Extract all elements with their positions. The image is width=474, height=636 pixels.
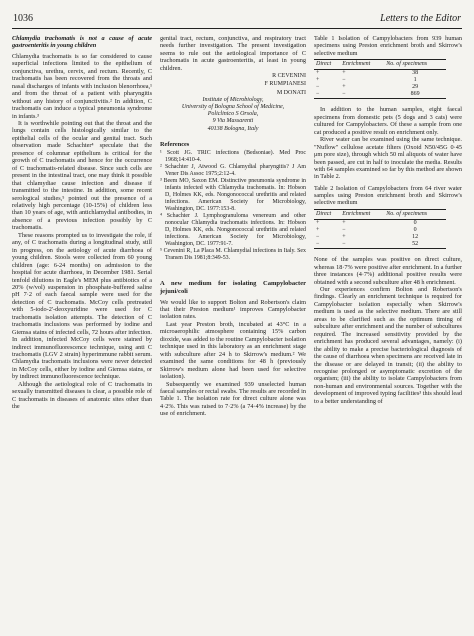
reference-item: ¹ Scott JG. TRIC infections (Bedsoniae). Med Proc 1968;14:410-4. bbox=[160, 150, 306, 164]
table-header: Enrichment bbox=[340, 59, 384, 69]
author-signature: R CEVENINI bbox=[272, 73, 306, 80]
table-1 bbox=[314, 59, 446, 99]
affiliation-line: University of Bologna School of Medicine, bbox=[181, 104, 285, 111]
reference-item: ³ Beem MO, Saxon EM. Distinctive pneumonia syndrome in infants infected with Chlamydia trachomatis. In: Hobson D, Holmes KK, eds. Nongonococcal urethritis and related infections. American Society for Microbiology, Washington, DC. 1977:153-8. bbox=[160, 178, 306, 213]
table-cell: − bbox=[342, 77, 346, 84]
affiliation-line: Policlinico S Orsola, bbox=[207, 111, 259, 118]
table-cell: + bbox=[316, 220, 320, 227]
table-header: No. of specimens bbox=[384, 59, 446, 69]
table-header: Direct bbox=[314, 59, 340, 69]
table-row bbox=[314, 220, 446, 228]
table-row bbox=[314, 234, 446, 241]
table-cell: − bbox=[316, 234, 320, 241]
table1-caption: Table 1 Isolation of Campylobacters from 939 human specimens using Preston enrichment broth and Skirrow's selective medium bbox=[314, 35, 462, 57]
letter2-title: A new medium for isolating Campylobacter jejuni/coli bbox=[160, 280, 306, 295]
column-1 bbox=[12, 35, 152, 411]
letter2-paragraph: None of the samples was positive on direct culture, whereas 18·7% were positive after enrichment. In a further three instances (4·7%) additional positive results were obtained with a second subculture after 48 h enrichment. bbox=[314, 256, 462, 286]
table-cell: + bbox=[316, 227, 320, 234]
table-cell: 29 bbox=[412, 84, 419, 91]
table-cell: + bbox=[342, 84, 346, 91]
table-row bbox=[314, 70, 446, 78]
author-signature: F RUMPIANESI bbox=[264, 81, 306, 88]
table-cell: − bbox=[316, 84, 320, 91]
table-cell: 52 bbox=[384, 241, 446, 249]
table-2 bbox=[314, 209, 446, 249]
letter2-paragraph: Our experiences confirm Bolton and Robertson's findings. Clearly an enrichment technique is required for Campylobacter isolation especially when Skirrow's medium is used as the selective medium. There are still areas to be clarified such as the optimum timing of subculture after enrichment and the number of subcultures required. The increased sensitivity provided by the enrichment has produced several advantages, namely: (i) the ability to make a precise bacteriological diagnosis of the cause of diarrhoea when specimens are received late in the disease or are delayed in transit; (ii) the ability to recognise prolonged or asymptomatic excretion of the organism; (iii) the ability to isolate Campylobacters from non-human and environmental sources. Together with the development of improved typing facilities³ this should lead to a better understanding of bbox=[314, 286, 462, 405]
header-rule bbox=[12, 28, 462, 29]
table-header: Direct bbox=[314, 209, 340, 219]
column-2 bbox=[160, 35, 306, 418]
letter1-paragraph: genital tract, rectum, conjunctiva, and respiratory tract needs further investigation. The present investigation seems to rule out the aetiological importance of C trachomatis in acute gastroenteritis, at least in young children. bbox=[160, 35, 306, 72]
table-cell: − bbox=[342, 227, 346, 234]
table-row bbox=[314, 91, 446, 99]
letter2-paragraph: River water can be examined using the same technique. "Nuflow" cellulose acetate filters (Oxoid N50/45G 0·45 μm pore size), through which 50 ml aliquots of water have been passed, are cut in half to inoculate the media. Results with 64 samples examined so far by this method are shown in Table 2. bbox=[314, 136, 462, 181]
table-header: Enrichment bbox=[340, 209, 384, 219]
table-header: No. of specimens bbox=[384, 209, 446, 219]
table-cell: 38 bbox=[412, 70, 419, 77]
table-row bbox=[314, 241, 446, 249]
table-cell: − bbox=[314, 241, 340, 249]
table-cell: + bbox=[342, 234, 346, 241]
affiliation-line: 9 Via Massarenti bbox=[212, 118, 254, 125]
table-cell: + bbox=[342, 70, 346, 77]
table-row bbox=[314, 84, 446, 91]
column-3 bbox=[314, 35, 462, 405]
table-cell: 0 bbox=[413, 227, 417, 234]
table2-caption: Table 2 Isolation of Campylobacters from 64 river water samples using Preston enrichment broth and Skirrow's selective medium bbox=[314, 184, 462, 207]
section-heading: Letters to the Editor bbox=[380, 13, 461, 24]
author-signature: M DONATI bbox=[276, 89, 306, 96]
table-cell: 1 bbox=[413, 77, 417, 84]
affiliation-line: Institute of Microbiology, bbox=[202, 96, 264, 103]
reference-item: ⁴ Schachter J. Lymphogranuloma venereum and other nonocular Chlamydia trachomatis infections. In: Hobson D, Holmes KK, eds. Nongonococcal urethritis and related infections. American Society for Microbiology, Washington, DC. 1977:91-7. bbox=[160, 213, 306, 248]
table-cell: + bbox=[342, 220, 346, 227]
letter1-title: Chlamydia trachomatis is not a cause of acute gastroenteritis in young children bbox=[12, 35, 152, 50]
table-cell: + bbox=[316, 70, 320, 77]
affiliation-line: 40138 Bologna, Italy bbox=[207, 125, 259, 132]
table-cell: − bbox=[314, 91, 340, 99]
letter1-paragraph: These reasons prompted us to investigate the role, if any, of C trachomatis during a longitudinal study, still in progress, on the aetiology of acute diarrhoea of young children. Stools were collected from 60 young children (age: 6-24 months) on admission to the hospital for acute diarrhoea, in December 1981. Serial tenfold dilutions in Eagle's MEM plus antibiotics of a 20% (w/vol) suspension in phosphate-buffered saline pH 7·2 of each faecal sample were used for the detection of C trachomatis. McCoy cells pretreated with 5-iodo-2'-deoxyuridine were used for C trachomatis isolation attempts. The detection of C trachomatis inclusions was performed by iodine and Giemsa stains of infected cells, 72 hours after infection. In addition, infected McCoy cells were stained by indirect immunofluorescence technique, using anti C trachomatis (LGV 2 strain) hyperimmune rabbit serum. Chlamydia trachomatis inclusions were never detected in McCoy cells, either by iodine and Giemsa stains, or by indirect immunofluorescence technique. bbox=[12, 231, 152, 381]
references-heading: References bbox=[160, 140, 190, 148]
letter2-paragraph: We would like to support Bolton and Robertson's claim that their Preston medium¹ improves Campylobacter isolation rates. bbox=[160, 298, 306, 321]
table-row bbox=[314, 77, 446, 84]
table-cell: 0 bbox=[413, 220, 417, 227]
reference-item: ² Schachter J, Atwood G. Chlamydial pharyngitis? J Am Vener Dis Assoc 1975;2:12-4. bbox=[160, 164, 306, 178]
table-cell: 869 bbox=[384, 91, 446, 99]
letter1-paragraph: Chlamydia trachomatis is so far considered to cause superficial infections limited to the epithelium of conjunctiva, urethra, cervix, and rectum. Recently, C trachomatis has been recovered from the throats and nasal discharges of infants with inclusion blenorrhoea,¹ and from the throat of a patient with pharyngitis without any history of conjunctivitis.² In addition, C trachomatis can induce a typical pneumonia syndrome in infants.³ bbox=[12, 52, 152, 120]
table-row bbox=[314, 227, 446, 234]
letter2-paragraph: In addition to the human samples, eight faecal specimens from domestic pets (5 dogs and 3 cats) were cultured for Campylobacters. Of these a sample from one cat produced a positive result on enrichment only. bbox=[314, 106, 462, 136]
reference-item: ⁵ Cevenini R, La Placa M. Chlamydial infections in Italy. Sex Transm Dis 1981;8:349-53. bbox=[160, 248, 306, 262]
letter1-paragraph: Although the aetiological role of C trachomatis in sexually transmitted diseases is clear, a possible role of C trachomatis in diseases of anatomic sites other than the bbox=[12, 380, 152, 411]
table-cell: − bbox=[340, 241, 384, 249]
letter2-paragraph: Subsequently we examined 939 unselected human faecal samples or rectal swabs. The results are recorded in Table 1. The isolation rate for direct culture alone was 4·2%. This was raised to 7·2% (a 74·4% increase) by the use of enrichment. bbox=[160, 380, 306, 418]
letter1-paragraph: It is worthwhile pointing out that the throat and the lungs contain cells histologically similar to the epithelial cells of the ocular and genital tract. Such observation made Schachter⁴ speculate that the presence of columnar epithelium is critical for the growth of C trachomatis and hence for the occurrence of C trachomatis-related disease. Since such cells are present in the intestinal tract, one may think it possible that chlamydiae cause infection and disease if transmitted to the intestine. In addition, some recent serological studies,⁵ pointed out the presence of a relatively high percentage (10-15%) of children less than 10 years of age, with antichlamydial antibodies, in absence of a previous infection possibly by C trachomatis. bbox=[12, 119, 152, 232]
table-cell: 12 bbox=[412, 234, 419, 241]
table-cell: − bbox=[340, 91, 384, 99]
page-number: 1036 bbox=[13, 13, 33, 24]
letter2-paragraph: Last year Preston broth, incubated at 43°C in a microaerophilic atmosphere containing 15% carbon dioxide, was added to the routine Campylobacter isolation technique used in this laboratory as an enrichment stage with subculture after 24 h to Skirrow's medium.² We examined the same conditions for 48 h (previously Skirrow's medium alone had been used for selective isolation). bbox=[160, 320, 306, 381]
table-cell: + bbox=[316, 77, 320, 84]
